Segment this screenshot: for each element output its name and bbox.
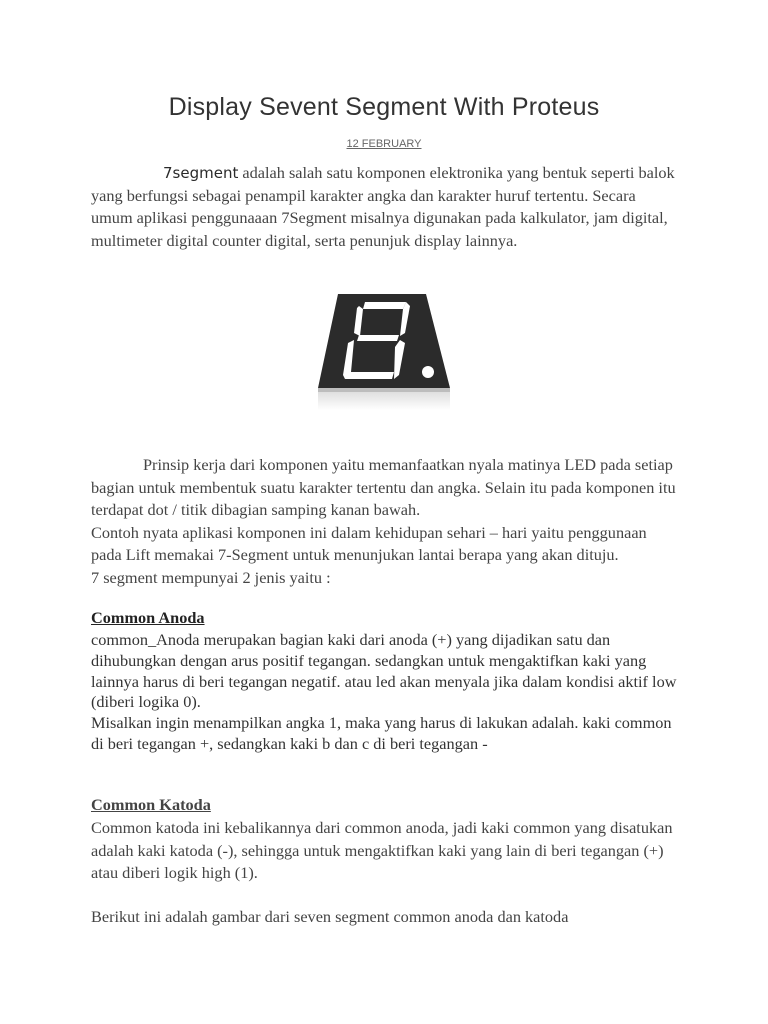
decimal-point bbox=[422, 366, 434, 378]
common-katoda-heading: Common Katoda bbox=[91, 795, 211, 814]
post-date-link[interactable]: 12 FEBRUARY bbox=[346, 138, 422, 150]
intro-text: adalah salah satu komponen elektronika yang bentuk seperti balok yang berfungsi sebagai penampil karakter angka dan karakter huruf tertentu. Secara umum aplikasi penggunaaan 7Segment misalnya digunakan pada kalkulator, jam digital, multimeter digital counter digital, serta penunjuk display lainnya. bbox=[91, 163, 675, 250]
common-katoda-paragraph: Common katoda ini kebalikannya dari common anoda, jadi kaki common yang disatukan adalah kaki katoda (-), sehingga untuk mengaktifkan kaki yang lain di beri tegangan (+) atau diberi logik high (1). bbox=[91, 818, 673, 883]
seven-segment-display-image bbox=[302, 276, 466, 434]
anoda-text-2: Misalkan ingin menampilkan angka 1, maka yang harus di lakukan adalah. kaki common di beri tegangan +, sedangkan kaki b dan c di beri tegangan - bbox=[91, 713, 672, 753]
page-title: Display Sevent Segment With Proteus bbox=[168, 93, 600, 121]
body-line-2: Contoh nyata aplikasi komponen ini dalam kehidupan sehari – hari yaitu penggunaan pada Lift memakai 7-Segment untuk menunjukan lantai berapa yang akan dituju. bbox=[91, 522, 647, 565]
closing-paragraph: Berikut ini adalah gambar dari seven segment common anoda dan katoda bbox=[91, 907, 569, 926]
body-line-3: 7 segment mempunyai 2 jenis yaitu : bbox=[91, 567, 331, 587]
intro-paragraph bbox=[91, 162, 681, 252]
common-anoda-paragraph bbox=[91, 630, 681, 755]
intro-lead-word: 7segment bbox=[163, 164, 239, 182]
segment-a bbox=[363, 302, 406, 309]
body-line-1: Prinsip kerja dari komponen yaitu memanfaatkan nyala matinya LED pada setiap bagian untuk membentuk suatu karakter tertentu dan angka. Selain itu pada komponen itu terdapat dot / titik dibagian samping kanan bawah. bbox=[91, 455, 676, 520]
segment-g bbox=[357, 335, 399, 341]
segment-d bbox=[345, 372, 394, 379]
anoda-text-1: common_Anoda merupakan bagian kaki dari anoda (+) yang dijadikan satu dan dihubungkan dengan arus positif tegangan. sedangkan untuk mengaktifkan kaki yang lainnya harus di beri tegangan negatif. atau led akan menyala jika dalam kondisi aktif low (diberi logika 0). bbox=[91, 630, 677, 712]
common-anoda-heading: Common Anoda bbox=[91, 608, 205, 627]
body-paragraph bbox=[91, 454, 681, 590]
